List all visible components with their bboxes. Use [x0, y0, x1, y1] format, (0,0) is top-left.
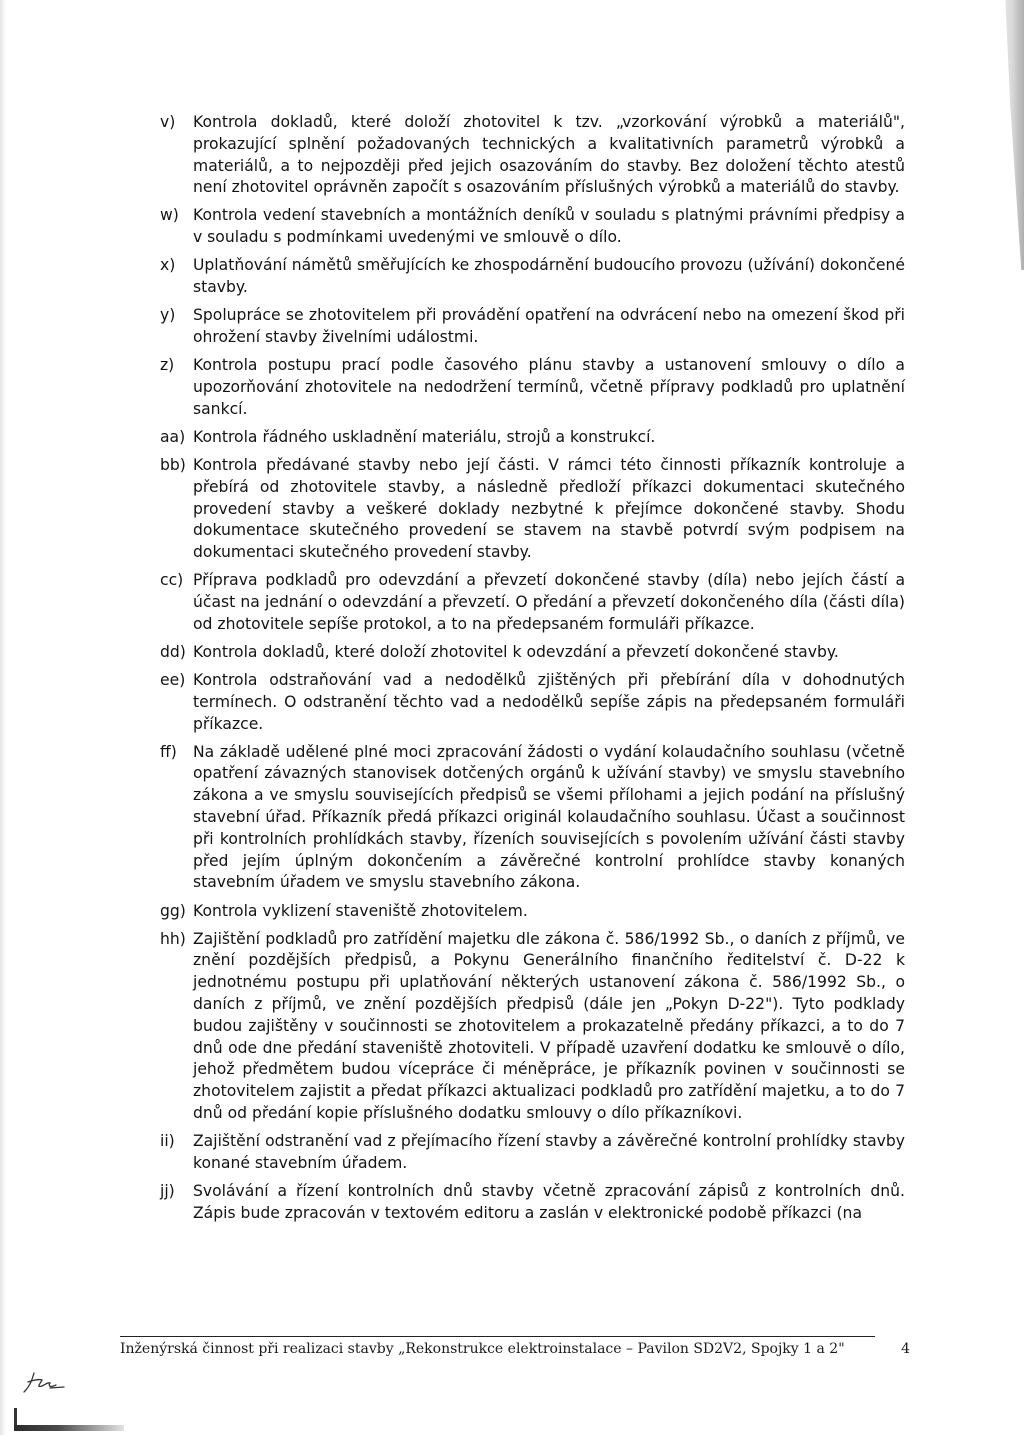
- list-item-cc: [160, 570, 905, 635]
- item-text: Kontrola dokladů, které doloží zhotovitel k tzv. „vzorkování výrobků a materiálů", prokazující splnění požadovaných technických a kvalitativních parametrů výrobků a materiálů, a to nejpozději před jejich osazováním do stavby. Bez doložení těchto atestů není zhotovitel oprávněn započít s osazováním příslušných výrobků a materiálů do stavby.: [193, 113, 905, 197]
- item-label: w): [160, 206, 179, 225]
- footer-divider: [120, 1336, 875, 1337]
- item-label: ff): [160, 742, 177, 761]
- item-text: Uplatňování námětů směřujících ke zhospodárnění budoucího provozu (užívání) dokončené stavby.: [193, 256, 905, 297]
- list-item-v: [160, 112, 905, 199]
- page-footer: [120, 1340, 910, 1358]
- list-item-aa: [160, 427, 905, 449]
- list-item-ff: [160, 742, 905, 895]
- list-item-gg: [160, 901, 905, 923]
- item-text: Kontrola dokladů, které doloží zhotovitel k odevzdání a převzetí dokončené stavby.: [193, 642, 839, 661]
- item-label: aa): [160, 427, 186, 446]
- item-label: dd): [160, 642, 186, 661]
- item-label: gg): [160, 901, 186, 920]
- item-text: Svolávání a řízení kontrolních dnů stavby včetně zpracování zápisů z kontrolních dnů. Zápis bude zpracován v textovém editoru a zaslán v elektronické podobě příkazci (na: [193, 1182, 905, 1222]
- item-text: Kontrola odstraňování vad a nedodělků zjištěných při přebírání díla v dohodnutých termínech. O odstranění těchto vad a nedodělků sepíše zápis na předepsaném formuláři příkazce.: [193, 671, 905, 733]
- list-item-jj: [160, 1181, 905, 1225]
- item-text: Kontrola vyklizení staveniště zhotovitelem.: [193, 901, 528, 920]
- item-text: Zajištění podkladů pro zatřídění majetku dle zákona č. 586/1992 Sb., o daních z příjmů, ve znění pozdějších předpisů, a Pokynu Generálního finančního ředitelství č. D-22 k jednotnému postupu při uplatňování některých ustanovení zákona č. 586/1992 Sb., o daních z příjmů, ve znění pozdějších předpisů (dále jen „Pokyn D-22"). Tyto podklady budou zajištěny v součinnosti se zhotovitelem a prokazatelně předány příkazci, a to do 7 dnů ode dne předání staveniště zhotoviteli. V případě uzavření dodatku ke smlouvě o dílo, jehož předmětem budou vícepráce či méněpráce, je příkazník povinen v součinnosti se zhotovitelem zajistit a předat příkazci aktualizaci podkladů pro zatřídění majetku, a to do 7 dnů od předání kopie příslušného dodatku smlouvy o dílo příkazníkovi.: [193, 929, 905, 1123]
- list-item-ii: [160, 1131, 905, 1175]
- handwritten-initials: [20, 1370, 66, 1396]
- item-label: y): [160, 306, 176, 325]
- list-item-y: [160, 305, 905, 349]
- item-label: x): [160, 256, 176, 275]
- page-number: 4: [901, 1341, 910, 1357]
- item-text: Kontrola řádného uskladnění materiálu, strojů a konstrukcí.: [193, 427, 656, 446]
- list-item-x: [160, 255, 905, 299]
- scan-shadow-left: [0, 0, 6, 1435]
- item-label: cc): [160, 571, 184, 590]
- scan-corner-bar: [14, 1425, 124, 1431]
- item-label: jj): [160, 1182, 175, 1201]
- scan-shadow-corner: [990, 0, 1024, 270]
- item-text: Kontrola vedení stavebních a montážních deníků v souladu s platnými právními předpisy a v souladu s podmínkami uvedenými ve smlouvě o dílo.: [193, 206, 905, 247]
- item-text: Kontrola předávané stavby nebo její části. V rámci této činnosti příkazník kontroluje a přebírá od zhotovitele stavby, a následně předloží příkazci dokumentaci skutečného provedení stavby a veškeré doklady nezbytné k přejímce dokončené stavby. Shodu dokumentace skutečného provedení se stavem na stavbě potvrdí svým podpisem na dokumentaci skutečného provedení stavby.: [193, 455, 905, 562]
- document-body: [160, 112, 905, 1231]
- item-text: Příprava podkladů pro odevzdání a převzetí dokončené stavby (díla) nebo jejích částí a účast na jednání o odevzdání a převzetí. O předání a převzetí dokončeného díla (části díla) od zhotovitele sepíše protokol, a to na předepsaném formuláři příkazce.: [193, 571, 905, 633]
- item-text: Spolupráce se zhotovitelem při provádění opatření na odvrácení nebo na omezení škod při ohrožení stavby živelními událostmi.: [193, 306, 905, 347]
- item-text: Kontrola postupu prací podle časového plánu stavby a ustanovení smlouvy o dílo a upozorňování zhotovitele na nedodržení termínů, včetně přípravy podkladů pro uplatnění sankcí.: [193, 356, 905, 418]
- list-item-dd: [160, 642, 905, 664]
- item-label: z): [160, 356, 175, 375]
- footer-text: Inženýrská činnost při realizaci stavby „Rekonstrukce elektroinstalace – Pavilon SD2V2, Spojky 1 a 2": [120, 1341, 845, 1357]
- list-item-z: [160, 355, 905, 420]
- item-label: v): [160, 113, 176, 131]
- item-text: Na základě udělené plné moci zpracování žádosti o vydání kolaudačního souhlasu (včetně opatření závazných stanovisek dotčených orgánů k užívání stavby) ve smyslu stavebního zákona a ve smyslu souvisejících předpisů se všemi přílohami a jejich podání na příslušný stavební úřad. Příkazník předá příkazci originál kolaudačního souhlasu. Účast a součinnost při kontrolních prohlídkách stavby, řízeních souvisejících s povolením užívání části stavby před jejím úplným dokončením a závěrečné kontrolní prohlídce stavby konaných stavebním úřadem ve smyslu stavebního zákona.: [193, 742, 905, 892]
- item-label: ii): [160, 1132, 175, 1151]
- item-text: Zajištění odstranění vad z přejímacího řízení stavby a závěrečné kontrolní prohlídky stavby konané stavebním úřadem.: [193, 1132, 905, 1172]
- item-label: bb): [160, 455, 186, 474]
- list-item-w: [160, 205, 905, 249]
- item-label: ee): [160, 671, 186, 689]
- list-item-ee: [160, 670, 905, 735]
- list-item-bb: [160, 455, 905, 564]
- list-item-hh: [160, 929, 905, 1125]
- item-label: hh): [160, 929, 186, 948]
